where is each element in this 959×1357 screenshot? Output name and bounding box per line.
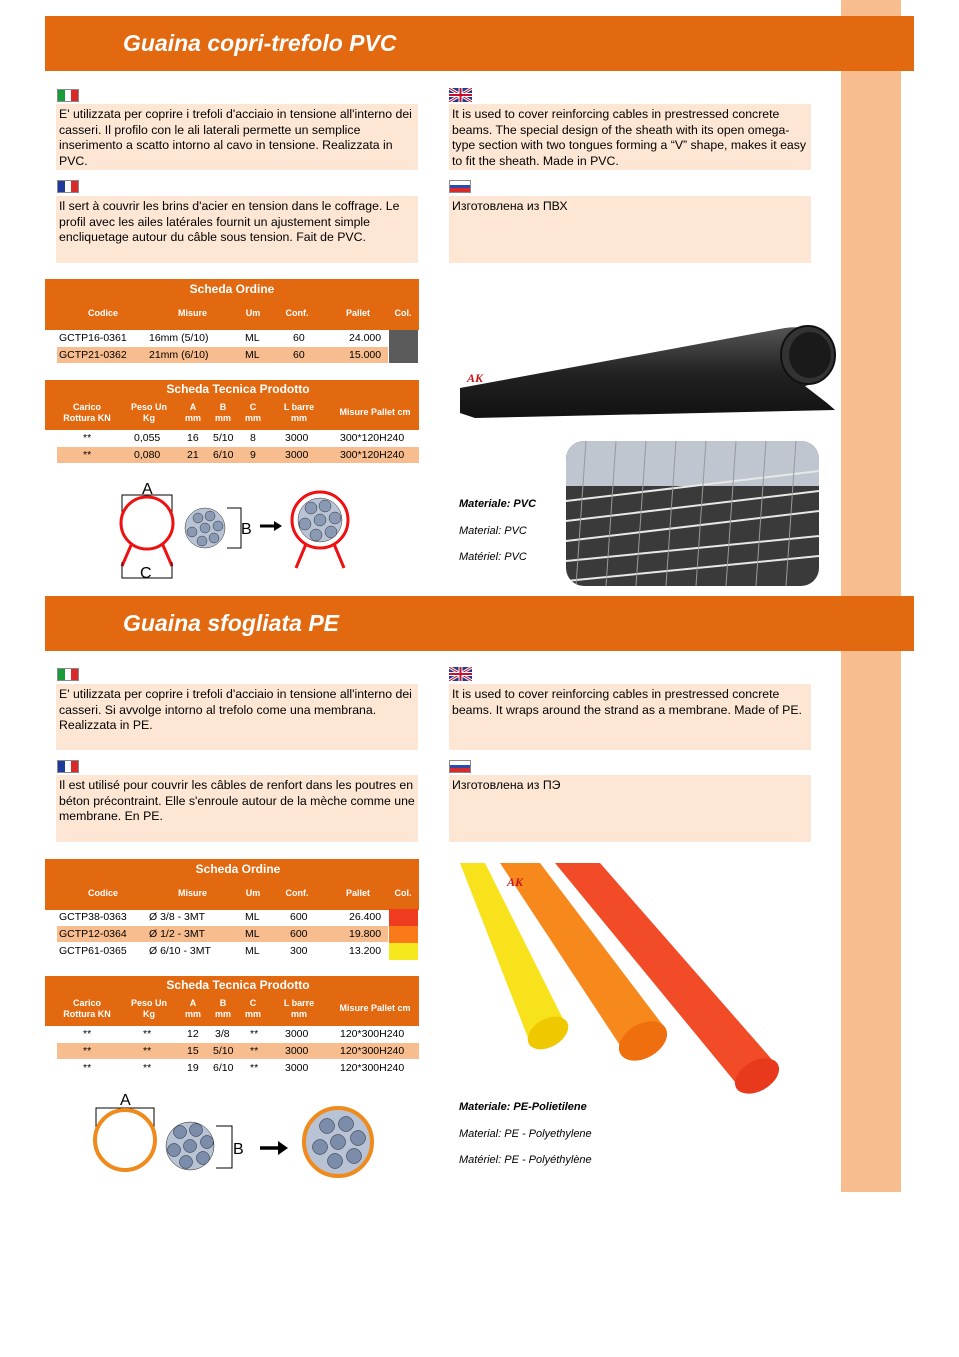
order-col-conf: Conf. xyxy=(285,888,309,898)
section1-text-ru: Изготовлена из ПВХ xyxy=(449,196,811,263)
russia-flag-icon xyxy=(449,180,471,193)
strand-icon xyxy=(185,508,225,548)
tech-col-peso: Peso Un Kg xyxy=(130,998,167,1019)
table-row: GCTP38-0363 Ø 3/8 - 3MT ML 600 26.400 xyxy=(59,911,382,923)
cell-conf: 60 xyxy=(293,349,305,361)
order-col-um: Um xyxy=(245,888,261,898)
tech-col-pallet: Misure Pallet cm xyxy=(339,407,411,417)
label-b: B xyxy=(233,1141,244,1158)
cell-pallet: 15.000 xyxy=(349,349,382,361)
section1-tech-title: Scheda Tecnica Prodotto xyxy=(166,382,310,396)
tech-col-a: A mm xyxy=(184,402,201,423)
order-col-col: Col. xyxy=(394,308,412,318)
logo-icon: AK xyxy=(467,371,484,385)
logo-icon: AK xyxy=(507,875,524,889)
section1-banner xyxy=(45,16,914,71)
tech-col-b: B mm xyxy=(214,402,231,423)
tech-col-c: C mm xyxy=(244,402,261,423)
section1-material-it: Materiale: PVC xyxy=(459,498,537,510)
label-a: A xyxy=(120,1092,131,1109)
reinforcement-photo xyxy=(566,441,819,586)
section1-text-fr: Il sert à couvrir les brins d'acier en tension dans le coffrage. Le profil avec les ailes latérales fournit un ajustement simple encliquetage autour du câble sous tension. Fait de PVC. xyxy=(56,196,418,263)
tech-col-carico: Carico Rottura KN xyxy=(63,998,111,1019)
tech-col-pallet: Misure Pallet cm xyxy=(339,1003,411,1013)
cell-conf: 60 xyxy=(293,332,305,344)
cell-codice: GCTP16-0361 xyxy=(59,332,127,344)
order-col-pallet: Pallet xyxy=(345,888,370,898)
uk-flag-icon xyxy=(449,667,472,681)
section2-tech-header xyxy=(45,976,419,1026)
pe-tubes-image xyxy=(455,858,785,1098)
section2-title: Guaina sfogliata PE xyxy=(123,610,339,636)
table-row: GCTP61-0365 Ø 6/10 - 3MT ML 300 13.200 xyxy=(59,945,382,957)
order-col-col: Col. xyxy=(394,888,412,898)
table-row: ** ** 15 5/10 ** 3000 120*300H240 xyxy=(57,1043,419,1059)
table-row xyxy=(57,330,388,346)
section2-material-it: Materiale: PE-Polietilene xyxy=(459,1101,587,1113)
color-swatch-red xyxy=(389,909,418,926)
color-swatch-yellow xyxy=(389,943,418,960)
cell-um: ML xyxy=(245,332,260,344)
table-row: ** 0,080 21 6/10 9 3000 300*120H240 xyxy=(57,447,419,463)
section1-material-en: Material: PVC xyxy=(459,525,527,537)
section1-title: Guaina copri-trefolo PVC xyxy=(123,30,397,56)
section2-material-en: Material: PE - Polyethylene xyxy=(459,1128,592,1140)
section1-tech-header xyxy=(45,380,419,430)
cell-codice: GCTP21-0362 xyxy=(59,349,127,361)
cell-um: ML xyxy=(245,349,260,361)
section1-text-en: It is used to cover reinforcing cables in prestressed concrete beams. The special design of the sheath with its open omega-type section with two tongues forming a “V” shape, makes it easy to fit the sheath. Made in PVC. xyxy=(449,104,811,170)
tech-col-a: A mm xyxy=(184,998,201,1019)
order-col-codice: Codice xyxy=(87,308,118,318)
section2-order-header xyxy=(45,859,419,910)
section2-text-ru: Изготовлена из ПЭ xyxy=(449,775,811,842)
order-col-codice: Codice xyxy=(87,888,118,898)
france-flag-icon xyxy=(57,180,79,193)
section1-order-header xyxy=(45,279,419,330)
order-col-conf: Conf. xyxy=(285,308,309,318)
order-col-um: Um xyxy=(245,308,261,318)
cell-pallet: 24.000 xyxy=(349,332,382,344)
section2-order-title: Scheda Ordine xyxy=(195,862,281,876)
table-row: ** ** 12 3/8 ** 3000 120*300H240 xyxy=(83,1028,405,1040)
table-row: GCTP12-0364 Ø 1/2 - 3MT ML 600 19.800 xyxy=(57,926,388,942)
order-col-misure: Misure xyxy=(177,308,207,318)
section1-text-it: E' utilizzata per coprire i trefoli d'acciaio in tensione all'interno dei casseri. Il profilo con le ali laterali permette un semplice inserimento a scatto intorno al cavo in tensione. Realizzata in PVC. xyxy=(56,104,418,170)
table-row: ** ** 19 6/10 ** 3000 120*300H240 xyxy=(83,1062,405,1074)
section2-text-en: It is used to cover reinforcing cables in prestressed concrete beams. It wraps around the strand as a membrane. Made of PE. xyxy=(449,684,811,750)
color-swatch-orange xyxy=(389,926,418,943)
section2-diagram xyxy=(90,1088,380,1183)
tech-col-peso: Peso Un Kg xyxy=(130,402,167,423)
label-c: C xyxy=(140,565,152,582)
italy-flag-icon xyxy=(57,668,79,681)
tech-col-lbarre: L barre mm xyxy=(283,402,315,423)
cell-misure: 16mm (5/10) xyxy=(149,332,209,344)
color-swatch xyxy=(389,330,418,363)
tech-col-b: B mm xyxy=(214,998,231,1019)
section2-material-fr: Matériel: PE - Polyéthylène xyxy=(459,1154,592,1166)
section1-diagram xyxy=(110,478,360,583)
table-row: ** 0,055 16 5/10 8 3000 300*120H240 xyxy=(83,432,405,444)
order-col-pallet: Pallet xyxy=(345,308,370,318)
france-flag-icon xyxy=(57,760,79,773)
tech-col-carico: Carico Rottura KN xyxy=(63,402,111,423)
tech-col-c: C mm xyxy=(244,998,261,1019)
section2-tech-title: Scheda Tecnica Prodotto xyxy=(166,978,310,992)
section2-text-it: E' utilizzata per coprire i trefoli d'acciaio in tensione all'interno dei casseri. Si avvolge intorno al trefolo come una membrana. Realizzata in PE. xyxy=(56,684,418,750)
section1-order-title: Scheda Ordine xyxy=(189,282,275,296)
label-a: A xyxy=(142,481,153,498)
label-b: B xyxy=(241,521,252,538)
section2-banner xyxy=(45,596,914,651)
section2-text-fr: Il est utilisé pour couvrir les câbles de renfort dans les poutres en béton précontraint. Elle s'enroule autour de la mèche comme une membrane. En PE. xyxy=(56,775,418,842)
table-row xyxy=(57,347,388,363)
russia-flag-icon xyxy=(449,760,471,773)
uk-flag-icon xyxy=(449,88,472,102)
section1-material-fr: Matériel: PVC xyxy=(459,551,527,563)
italy-flag-icon xyxy=(57,89,79,102)
tech-col-lbarre: L barre mm xyxy=(283,998,315,1019)
pvc-profile-image xyxy=(455,318,840,428)
order-col-misure: Misure xyxy=(177,888,207,898)
cell-misure: 21mm (6/10) xyxy=(149,349,209,361)
